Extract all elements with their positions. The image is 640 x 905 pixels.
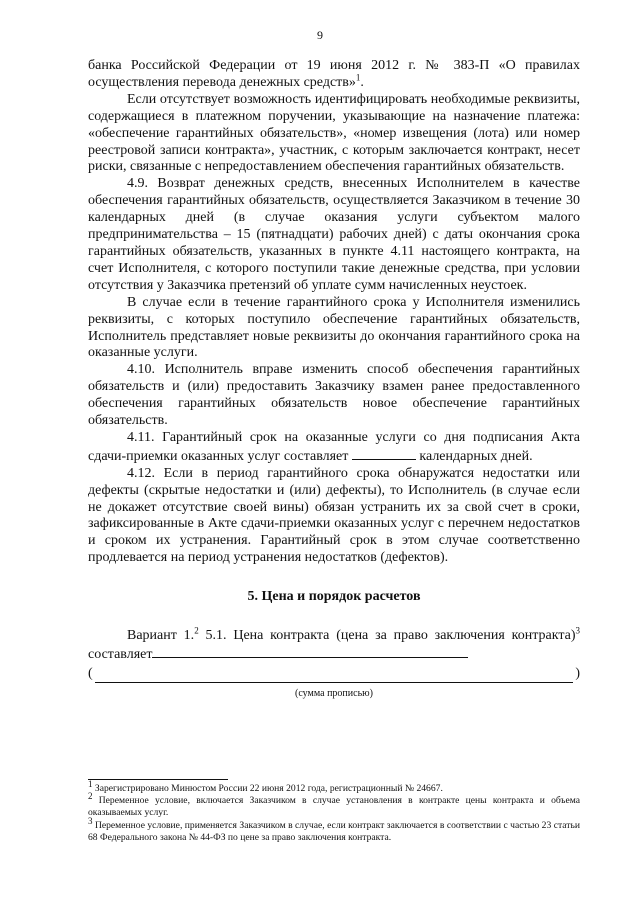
- clause-4-11-tail: календарных дней.: [419, 448, 533, 464]
- footnote-3: [88, 815, 580, 844]
- footnote-ref-1: 1: [355, 72, 361, 83]
- footnote-ref-2: 2: [194, 625, 199, 636]
- footnote-3-number: 3: [88, 815, 93, 826]
- footnote-2-text: Переменное условие, включается Заказчиком в случае установления в контракте цены контракта и объема оказываемых услуг.: [88, 795, 580, 819]
- paragraph-1-end: .: [360, 74, 364, 90]
- clause-5-1-tail: составляет: [88, 647, 153, 662]
- footnote-3-text: Переменное условие, применяется Заказчиком в случае, если контракт заключается в соответствии с частью 23 статьи 68 Федерального закона № 44-ФЗ по цене за право заключения контракта.: [88, 819, 580, 843]
- section-title: 5. Цена и порядок расчетов: [247, 589, 421, 605]
- footnote-2: [88, 791, 580, 819]
- days-blank-field[interactable]: [352, 447, 416, 460]
- clause-4-11-text: 4.11. Гарантийный срок на оказанные услуги со дня подписания Акта сдачи-приемки оказанных услуг составляет: [88, 429, 580, 464]
- footnote-ref-3: 3: [575, 625, 581, 636]
- clause-5-1-text: 5.1. Цена контракта (цена за право заключения контракта): [205, 628, 576, 644]
- footnote-2-number: 2: [88, 791, 93, 802]
- clause-4-12: 4.12. Если в период гарантийного срока обнаружатся недостатки или дефекты (скрытые недостатки и (или) дефекты), то Исполнитель (в случае если не докажет отсутствие своей вины) обязан устранить их за свой счет в сроки, зафиксированные в Акте сдачи-приемки оказанных услуг с перечнем недостатков и сроком их устранения. Гарантийный срок в этом случае соответственно продлевается на период устранения недостатков (дефектов).: [88, 465, 580, 566]
- footnote-1-text: Зарегистрировано Минюстом России 22 июня 2012 года, регистрационный № 24667.: [94, 783, 443, 794]
- clause-4-10: 4.10. Исполнитель вправе изменить способ обеспечения гарантийных обязательств и (или) предоставить Заказчику взамен ранее предоставленного обеспечения гарантийных обязательств новое обеспечение гарантийных обязательств.: [88, 362, 580, 429]
- footnotes: [88, 779, 580, 844]
- document-body: [88, 58, 580, 703]
- footnote-separator: [88, 779, 228, 780]
- paragraph-2: Если отсутствует возможность идентифицировать необходимые реквизиты, содержащиеся в платежном поручении, указывающие на назначение платежа: «обеспечение гарантийных обязательств», «номер извещения (лота) или номер реестровой записи контракта», участник, с которым заключается контракт, несет риски, связанные с непредоставлением обеспечения гарантийных обязательств.: [88, 91, 580, 175]
- variant-label: Вариант 1.: [127, 628, 195, 644]
- paragraph-1-text: банка Российской Федерации от 19 июня 2012 г. № 383-П «О правилах осуществления перевода денежных средств»: [88, 58, 580, 90]
- footnote-1-number: 1: [88, 778, 93, 789]
- sum-caption: (сумма прописью): [295, 687, 373, 699]
- sum-in-words-field[interactable]: [95, 669, 574, 683]
- clause-4-11: [88, 430, 580, 466]
- sum-in-words-line: [88, 666, 580, 683]
- footnote-1: [88, 778, 580, 795]
- clause-5-1: [88, 625, 581, 664]
- paragraph-1: [88, 58, 580, 92]
- sum-close-paren: ): [575, 665, 580, 681]
- sum-open-paren: (: [88, 665, 93, 681]
- clause-4-9: 4.9. Возврат денежных средств, внесенных Исполнителем в качестве обеспечения гарантийных обязательств, осуществляется Заказчиком в течение 30 календарных дней (в случае оказания услуги субъектом малого предпринимательства – 15 (пятнадцати) рабочих дней) с даты окончания срока гарантийных обязательств, указанных в пункте 4.11 настоящего контракта, на счет Исполнителя, с которого поступили такие денежные средства, при условии отсутствия у Заказчика претензий об уплате сумм начисленных неустоек.: [88, 176, 580, 293]
- paragraph-requisites-change: В случае если в течение гарантийного срока у Исполнителя изменились реквизиты, с которых поступило обеспечение гарантийных обязательств, Исполнитель представляет новые реквизиты до окончания гарантийного срока на оказанные услуги.: [88, 294, 580, 361]
- page-number: 9: [317, 28, 323, 42]
- price-blank-field[interactable]: [152, 645, 468, 658]
